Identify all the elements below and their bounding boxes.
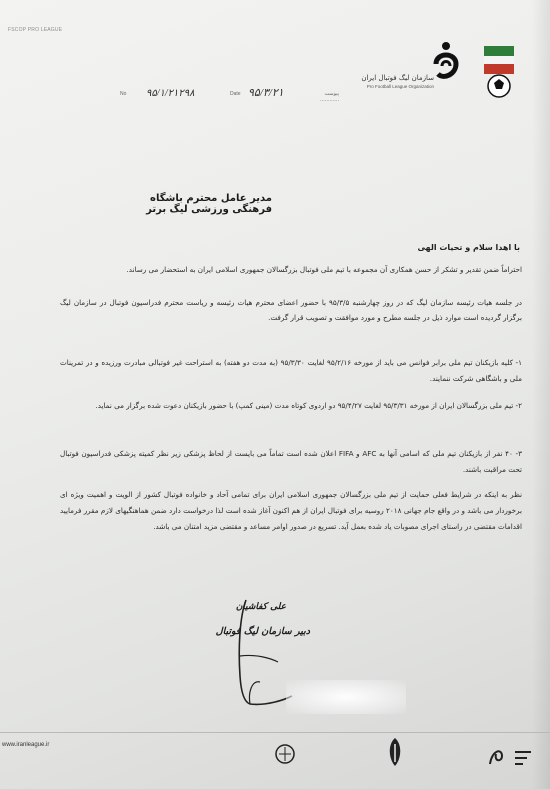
letter-number: ۹۵/۱/۲۱۲۹۸	[146, 88, 195, 99]
football-federation-emblem-icon	[482, 46, 516, 98]
redaction-smudge	[286, 680, 406, 714]
paragraph-intro: احتراماً ضمن تقدیر و تشکر از حسن همکاری آن مجموعه با تیم ملی فوتبال بزرگسالان جمهوری اسلامی ایران به استحضار می رساند.	[126, 265, 522, 274]
resolution-item-3: ۳- ۴۰ نفر از بازیکنان تیم ملی که اسامی آنها به AFC و FIFA اعلان شده است تماماً می بایست از لحاظ پزشکی زیر نظر کمیته پزشکی فدراسیون فوتبال تحت مراقبت باشند.	[60, 449, 522, 474]
letter-date: ۹۵/۳/۲۱	[248, 87, 284, 99]
header-top-left-text: FSCOP PRO LEAGUE	[8, 27, 63, 33]
resolution-item-1: ۱- کلیه بازیکنان تیم ملی برابر فوانس می باید از مورخه ۹۵/۲/۱۶ لغایت ۹۵/۳/۳۰ (به مدت دو هفته) به استراحت غیر فوتبالی مبادرت ورزیده و در تمرینات ملی و باشگاهی شرکت ننمایند.	[60, 358, 522, 383]
resolution-item-2: ۲- تیم ملی بزرگسالان ایران از مورخه ۹۵/۳/۳۱ لغایت ۹۵/۴/۲۷ دو اردوی کوتاه مدت (مینی کمپ) با حضور بازیکنان دعوت شده برگزار می نماید.	[95, 401, 522, 410]
sponsor-logo-3-icon	[486, 744, 506, 768]
date-label: Date	[230, 91, 241, 97]
sponsor-logo-4-icon	[512, 748, 534, 768]
footer-website: www.iranleague.ir	[2, 742, 50, 748]
signatory-name: علی کفاشیان	[235, 602, 286, 612]
addressee-line: مدیر عامل محترم باشگاه فرهنگی ورزشی لیگ برتر	[146, 193, 272, 215]
org-name-persian: سازمان لیگ فوتبال ایران	[361, 74, 434, 82]
signatory-title: دبیر سازمان لیگ فوتبال	[215, 626, 310, 637]
attachment-field: پیوست ............	[320, 91, 340, 103]
footer-divider	[0, 732, 550, 733]
number-label: No	[120, 91, 127, 97]
page-shadow	[532, 0, 550, 789]
greeting-line: با اهدا سلام و تحیات الهی	[417, 243, 520, 252]
sponsor-logo-2-icon	[384, 736, 406, 770]
letter-meta-row	[120, 87, 340, 104]
org-name-english: Pro Football League Organization	[366, 84, 434, 89]
paragraph-meeting: در جلسه هیات رئیسه سازمان لیگ که در روز چهارشنبه ۹۵/۳/۵ با حضور اعضای محترم هیات رئیسه و ریاست محترم فدراسیون فوتبال در سازمان لیگ برگزار گردیده است موارد ذیل در جلسه مطرح و مورد موافقت و تصویب قرار گرفت.	[60, 298, 523, 322]
sponsor-logo-1-icon	[272, 742, 298, 768]
paragraph-request: نظر به اینکه در شرایط فعلی حمایت از تیم ملی بزرگسالان جمهوری اسلامی ایران برای تمامی آحاد و خانواده فوتبال کشور از الویت و اهمیت ویژه ای برخوردار می باشد و در واقع جام جهانی ۲۰۱۸ روسیه برای فوتبال ایران از هم اکنون آغاز شده است لذا درخواست دارد ضمن هماهنگیهای لازم مقرر فرمایید اقدامات مقتضی در راستای اجرای مصوبات یاد شده بعمل آید. تسریع در صدور اوامر مساعد و مقتضی مزید امتنان می باشد.	[60, 490, 522, 531]
